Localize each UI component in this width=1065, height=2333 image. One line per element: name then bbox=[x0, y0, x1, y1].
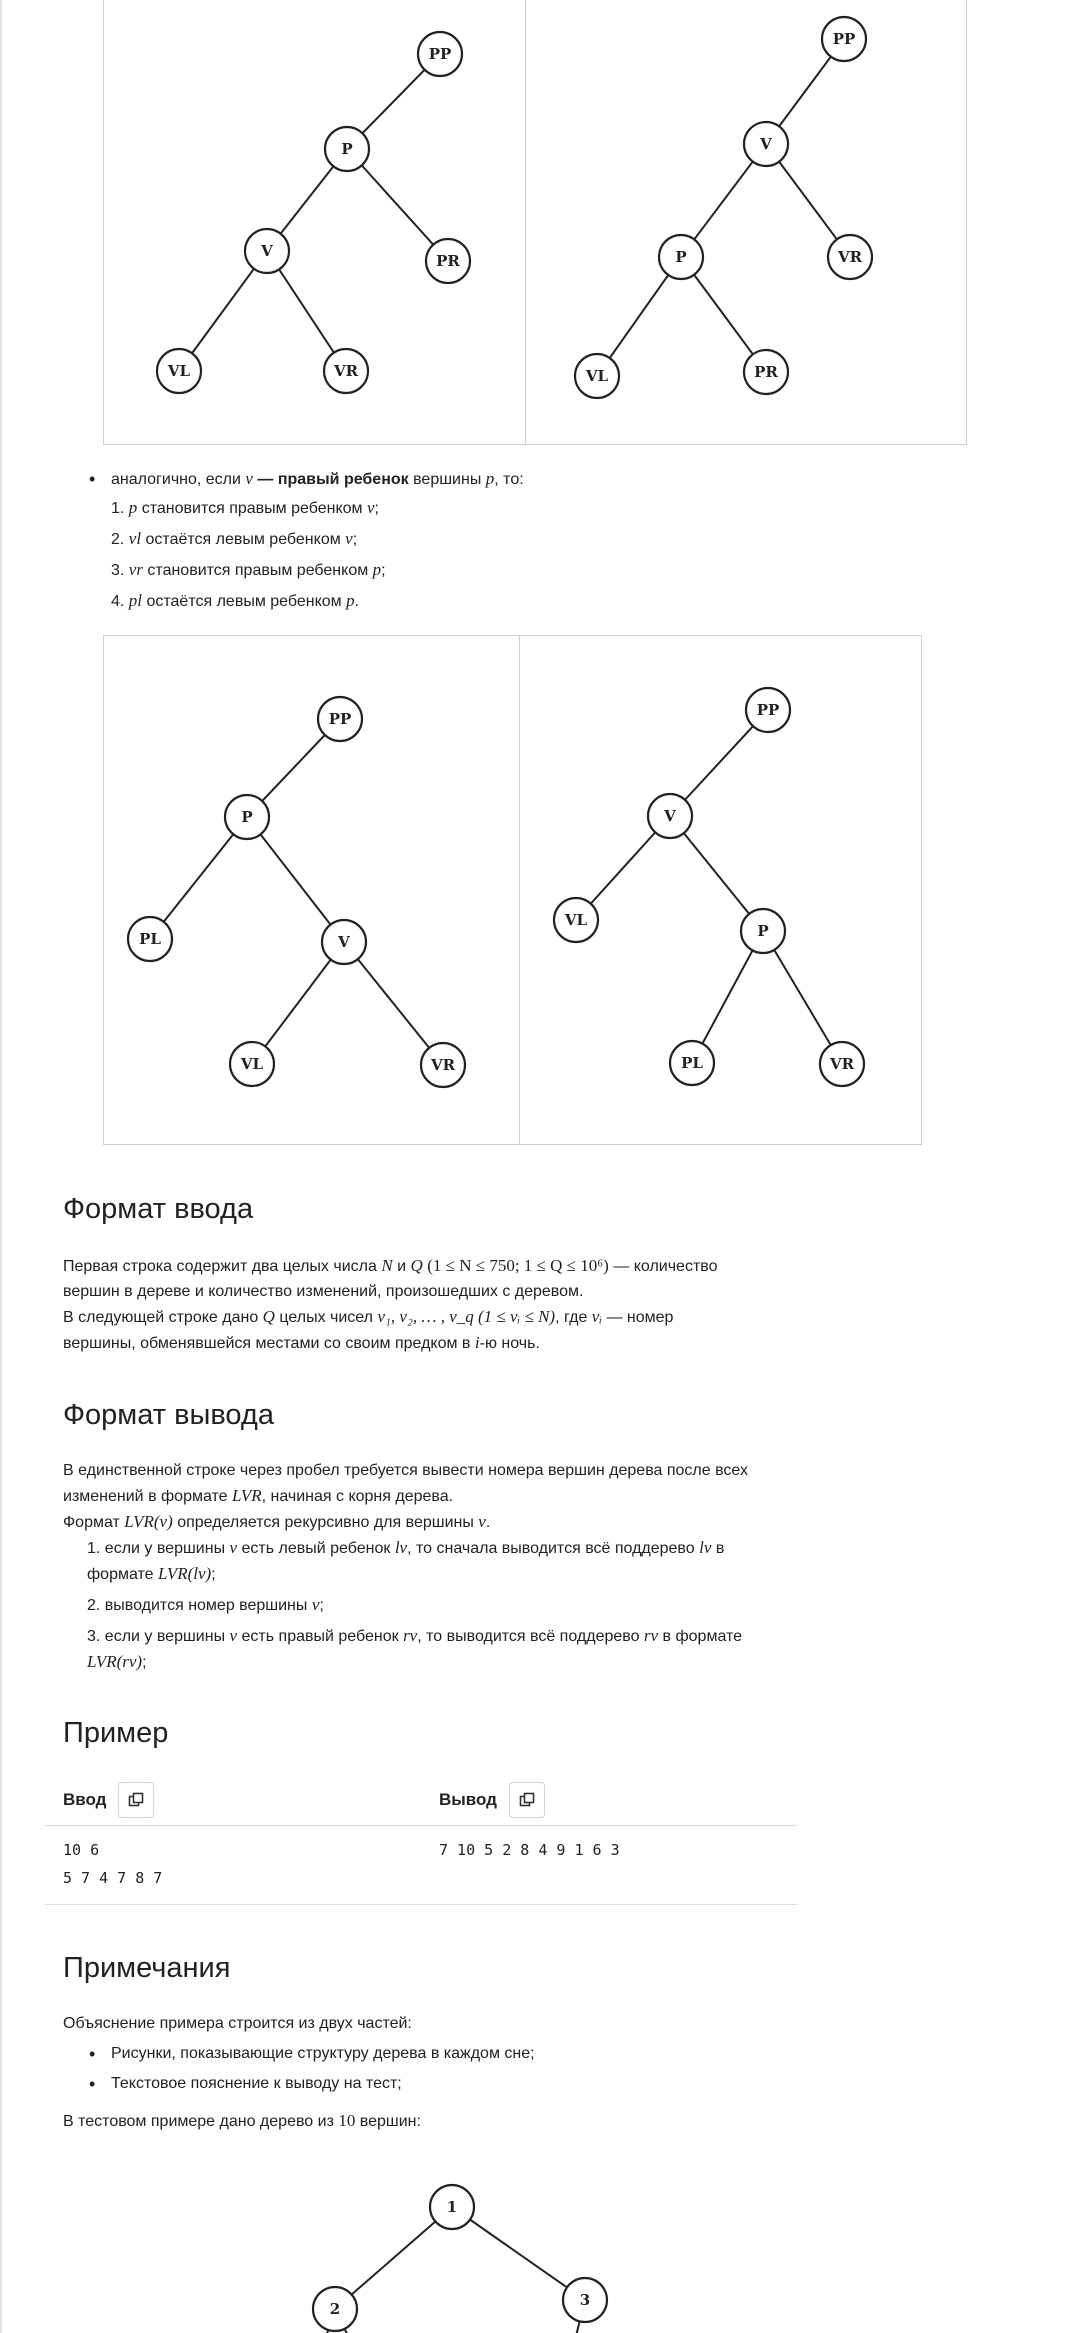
node-label: P bbox=[241, 808, 253, 826]
right-child-case-list bbox=[63, 464, 863, 495]
input-format-heading: Формат ввода bbox=[63, 1193, 254, 1225]
list-item: 1. если у вершины v есть левый ребенок lv, то сначала выводится всё поддерево lv в формате LVR(lv); bbox=[87, 1538, 725, 1583]
node-label: V bbox=[338, 933, 350, 951]
figure1-after-tree bbox=[526, 0, 966, 444]
figure2-before-tree bbox=[104, 636, 519, 1144]
node-label: PL bbox=[139, 930, 161, 948]
list-item: 1. p становится правым ребенком v; bbox=[111, 498, 379, 517]
node-label: PP bbox=[328, 710, 352, 728]
figure2-after-tree bbox=[520, 636, 921, 1144]
node-label: P bbox=[341, 140, 353, 158]
list-item: • Рисунки, показывающие структуру дерева в каждом сне; bbox=[63, 2039, 823, 2069]
node-label: V bbox=[760, 135, 772, 153]
figure-right-child-rotation bbox=[103, 635, 922, 1145]
output-format-text: В единственной строке через пробел требуется вывести номера вершин дерева после всех изменений в формате LVR, начиная с корня дерева. Формат LVR(v) определяется рекурсивно для вершины v. bbox=[63, 1462, 748, 1531]
node-label: PP bbox=[756, 701, 780, 719]
node-label: PR bbox=[436, 252, 460, 270]
node-label: 2 bbox=[329, 2300, 341, 2318]
copy-icon bbox=[519, 1792, 535, 1808]
notes-intro: Объяснение примера строится из двух частей: bbox=[63, 2015, 412, 2032]
sample-output-text: 7 10 5 2 8 4 9 1 6 3 bbox=[439, 1841, 620, 1859]
node-label: V bbox=[664, 807, 676, 825]
figure-left-child-rotation bbox=[103, 0, 967, 445]
list-item: 4. pl остаётся левым ребенком p. bbox=[111, 591, 360, 610]
figure1-after bbox=[526, 0, 966, 444]
sample-input-text: 10 6 5 7 4 7 8 7 bbox=[63, 1841, 163, 1887]
copy-icon bbox=[128, 1792, 144, 1808]
node-label: VR bbox=[430, 1056, 456, 1074]
node-label: V bbox=[261, 242, 273, 260]
copy-output-button[interactable] bbox=[509, 1782, 545, 1818]
node-label: P bbox=[675, 248, 687, 266]
notes-heading: Примечания bbox=[63, 1952, 231, 1984]
list-item: 3. если у вершины v есть правый ребенок rv, то выводится всё поддерево rv в формате LVR(rv); bbox=[87, 1626, 743, 1671]
node-label: PR bbox=[754, 363, 778, 381]
list-item: • Текстовое пояснение к выводу на тест; bbox=[63, 2069, 823, 2099]
sample-divider-bottom bbox=[45, 1904, 797, 1905]
figure1-before-tree bbox=[104, 0, 524, 444]
sample-output-header: Вывод bbox=[439, 1782, 545, 1818]
page-left-border bbox=[0, 0, 2, 2333]
sample-tree-figure bbox=[280, 2180, 640, 2333]
figure2-after bbox=[520, 636, 921, 1144]
node-label: PP bbox=[428, 45, 452, 63]
example-heading: Пример bbox=[63, 1717, 169, 1749]
output-format-rules bbox=[87, 1535, 807, 1675]
list-item: 2. vl остаётся левым ребенком v; bbox=[111, 529, 358, 548]
node-label: VL bbox=[240, 1055, 264, 1073]
output-format-heading: Формат вывода bbox=[63, 1399, 274, 1431]
sample-input-header: Ввод bbox=[63, 1782, 154, 1818]
node-label: VL bbox=[564, 911, 588, 929]
input-format-text: Первая строка содержит два целых числа N и Q (1 ≤ N ≤ 750; 1 ≤ Q ≤ 10⁶) — количество вершин в дереве и количество изменений, произошедших с деревом. В следующей строке дано Q целых чисел v₁, v₂, … , v_q (1 ≤ vᵢ ≤ N), где vᵢ — номер вершины, обменявшейся местами со своим предком в i-ю ночь. bbox=[63, 1256, 718, 1352]
sample-divider-top bbox=[45, 1825, 797, 1826]
node-label: VL bbox=[167, 362, 191, 380]
figure1-before bbox=[104, 0, 524, 444]
notes-bullets bbox=[63, 2039, 823, 2099]
node-label: PP bbox=[832, 30, 856, 48]
node-label: VL bbox=[585, 367, 609, 385]
copy-input-button[interactable] bbox=[118, 1782, 154, 1818]
node-label: VR bbox=[333, 362, 359, 380]
right-child-steps bbox=[111, 493, 871, 617]
node-label: VR bbox=[829, 1055, 855, 1073]
list-item: • аналогично, если v — правый ребенок вершины p, то: bbox=[63, 464, 863, 495]
node-label: P bbox=[757, 922, 769, 940]
node-label: PL bbox=[681, 1054, 703, 1072]
node-label: VR bbox=[837, 248, 863, 266]
notes-tree-intro: В тестовом примере дано дерево из 10 вершин: bbox=[63, 2111, 421, 2130]
node-label: 1 bbox=[446, 2198, 458, 2216]
list-item: 3. vr становится правым ребенком p; bbox=[111, 560, 386, 579]
list-item: 2. выводится номер вершины v; bbox=[87, 1595, 324, 1614]
figure2-before bbox=[104, 636, 519, 1144]
node-label: 3 bbox=[579, 2291, 591, 2309]
